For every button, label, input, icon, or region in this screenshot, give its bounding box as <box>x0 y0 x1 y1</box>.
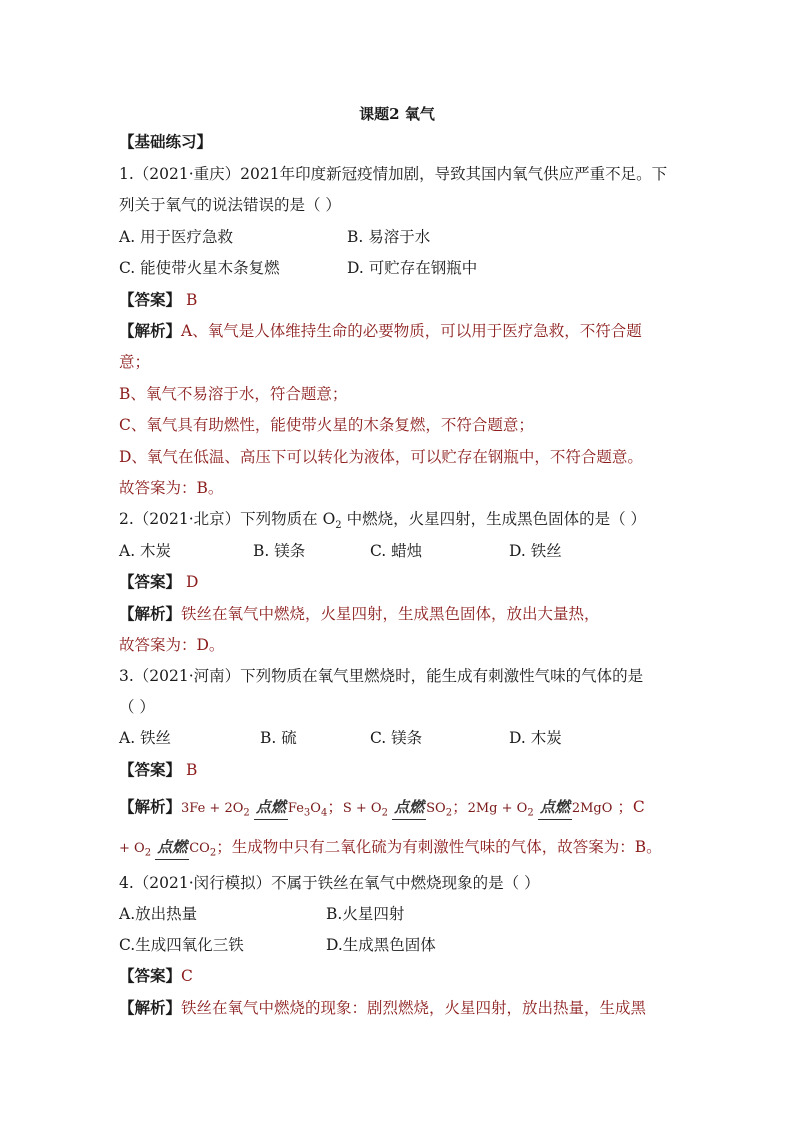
q3-analysis-line2 <box>119 837 662 864</box>
q3-analysis-text: ；生成物中只有二氧化硫为有刺激性气味的气体，故答案为：B。 <box>216 838 662 856</box>
q1-option-b: B. 易溶于水 <box>347 228 431 246</box>
ignite-condition: 点燃 <box>157 838 188 856</box>
eq-separator: ； <box>452 798 468 816</box>
answer-label: 【答案】 <box>119 760 182 779</box>
q1-analysis-line2: 意； <box>119 353 151 371</box>
page-title: 课题2 氧气 <box>359 105 435 123</box>
ignite-condition: 点燃 <box>539 798 570 816</box>
q3-stem-line1: 3.（2021·河南）下列物质在氧气里燃烧时，能生成有刺激性气味的气体的是 <box>119 667 644 685</box>
q1-stem-line2: 列关于氧气的说法错误的是（ ） <box>119 196 341 214</box>
eq-sub: 4 <box>320 807 328 819</box>
q2-option-c: C. 蜡烛 <box>370 542 423 560</box>
eq-sub: 2 <box>445 807 453 819</box>
q1-option-c: C. 能使带火星木条复燃 <box>119 259 280 277</box>
q3-option-d: D. 木炭 <box>509 729 562 747</box>
q4-analysis-text: 铁丝在氧气中燃烧的现象：剧烈燃烧，火星四射，放出热量，生成黑 <box>181 999 647 1017</box>
eq-sub: 2 <box>381 807 388 819</box>
q2-analysis-line1 <box>119 604 600 624</box>
q2-analysis-line2: 故答案为：D。 <box>119 636 225 654</box>
q4-stem: 4.（2021·闵行模拟）不属于铁丝在氧气中燃烧现象的是（ ） <box>119 874 540 892</box>
q4-option-c: C.生成四氧化三铁 <box>119 936 244 954</box>
eq-sub: 2 <box>209 847 217 859</box>
q4-option-d: D.生成黑色固体 <box>326 936 436 954</box>
q2-option-b: B. 镁条 <box>253 542 306 560</box>
q1-stem-line1: 1.（2021·重庆）2021年印度新冠疫情加剧，导致其国内氧气供应严重不足。下 <box>119 165 668 183</box>
analysis-label: 【解析】 <box>119 321 182 340</box>
analysis-label: 【解析】 <box>119 998 182 1017</box>
answer-label: 【答案】 <box>119 966 182 985</box>
section-heading: 【基础练习】 <box>119 132 213 151</box>
q1-answer <box>119 290 197 310</box>
q4-option-b: B.火星四射 <box>326 905 405 923</box>
eq-sub: 3 <box>303 807 311 819</box>
q4-answer <box>119 966 193 986</box>
eq-sub: 2 <box>144 847 152 859</box>
q2-stem-sub: 2 <box>335 520 342 532</box>
q3-option-b: B. 硫 <box>260 729 297 747</box>
eq-text: O <box>310 801 321 816</box>
analysis-label: 【解析】 <box>119 797 182 816</box>
q4-answer-value: C <box>181 967 193 985</box>
analysis-label: 【解析】 <box>119 604 182 623</box>
eq-separator: ；C <box>612 798 645 816</box>
answer-label: 【答案】 <box>119 572 182 591</box>
q2-stem <box>119 509 646 536</box>
q3-equation-4 <box>119 838 217 859</box>
q3-stem-line2: （ ） <box>119 698 155 716</box>
q3-answer-value: B <box>181 761 198 779</box>
answer-label: 【答案】 <box>119 290 182 309</box>
eq-sub: 2 <box>527 807 534 819</box>
q1-analysis-text: A、氧气是人体维持生命的必要物质，可以用于医疗急救，不符合题 <box>181 322 642 340</box>
ignite-condition: 点燃 <box>255 798 286 816</box>
q1-analysis-line5: D、氧气在低温、高压下可以转化为液体，可以贮存在钢瓶中，不符合题意。 <box>119 448 643 466</box>
eq-text: 3Fe + 2O <box>181 801 244 816</box>
eq-separator: ； <box>327 798 343 816</box>
q3-equation-1 <box>181 798 328 819</box>
q1-option-d: D. 可贮存在钢瓶中 <box>347 259 478 277</box>
q3-analysis-line1 <box>119 797 645 824</box>
q2-option-a: A. 木炭 <box>119 542 172 560</box>
q2-stem-part2: 中燃烧，火星四射，生成黑色固体的是（ ） <box>341 510 647 528</box>
q2-option-d: D. 铁丝 <box>509 542 562 560</box>
q1-analysis-line4: C、氧气具有助燃性，能使带火星的木条复燃，不符合题意； <box>119 416 534 434</box>
q3-option-c: C. 镁条 <box>370 729 423 747</box>
q1-analysis-line3: B、氧气不易溶于水，符合题意； <box>119 385 348 403</box>
eq-text: + O <box>119 841 145 856</box>
q3-answer <box>119 760 197 780</box>
eq-text: SO <box>426 801 446 816</box>
q2-analysis-text: 铁丝在氧气中燃烧，火星四射，生成黑色固体，放出大量热， <box>181 605 600 623</box>
q3-equation-2 <box>342 798 453 819</box>
q3-equation-3 <box>467 798 613 819</box>
q1-answer-value: B <box>181 291 198 309</box>
eq-text: CO <box>189 841 210 856</box>
eq-text: Fe <box>287 801 304 816</box>
q3-option-a: A. 铁丝 <box>119 729 172 747</box>
q4-analysis-line1 <box>119 998 646 1018</box>
q2-answer-value: D <box>181 573 199 591</box>
q4-option-a: A.放出热量 <box>119 905 198 923</box>
eq-text: 2Mg + O <box>467 801 528 816</box>
ignite-condition: 点燃 <box>394 798 425 816</box>
q1-analysis-line1 <box>119 321 642 341</box>
eq-text: S + O <box>342 801 382 816</box>
q2-stem-part1: 2.（2021·北京）下列物质在 O <box>119 510 336 528</box>
q1-analysis-line6: 故答案为：B。 <box>119 479 224 497</box>
q2-answer <box>119 572 198 592</box>
q1-option-a: A. 用于医疗急救 <box>119 228 234 246</box>
eq-sub: 2 <box>243 807 250 819</box>
eq-text: 2MgO <box>571 801 613 816</box>
